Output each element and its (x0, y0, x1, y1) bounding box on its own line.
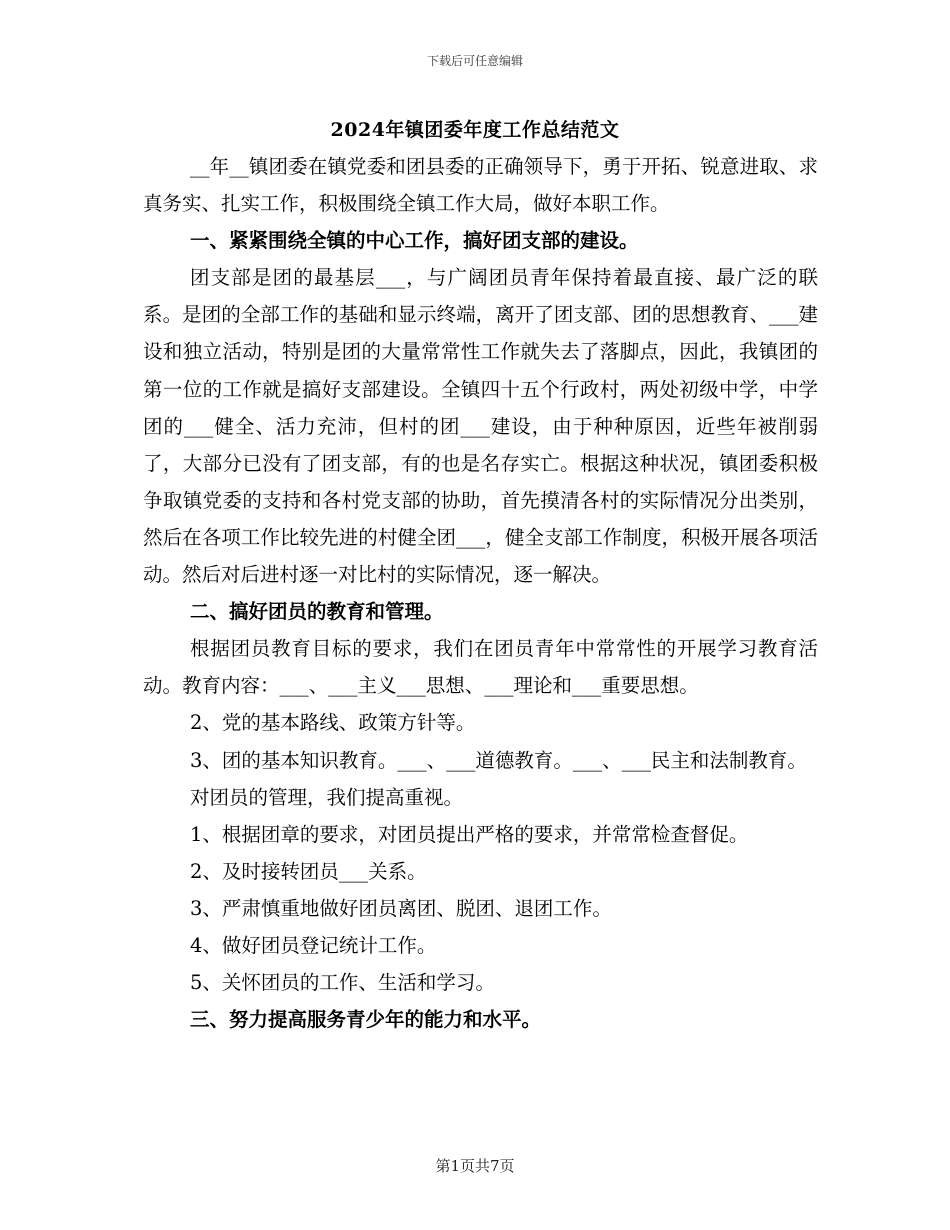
list-item-management-3: 3、严肃慎重地做好团员离团、脱团、退团工作。 (190, 896, 612, 920)
list-item-management-2: 2、及时接转团员___关系。 (190, 859, 427, 883)
page-number: 第1页共7页 (435, 1157, 515, 1175)
document-body (143, 148, 818, 1038)
page-header: 下载后可任意编辑 (426, 54, 523, 68)
list-item-party-line: 2、党的基本路线、政策方针等。 (190, 711, 476, 735)
list-item-management-1: 1、根据团章的要求，对团员提出严格的要求，并常常检查督促。 (190, 822, 749, 846)
section-heading-1: 一、紧紧围绕全镇的中心工作，搞好团支部的建设。 (190, 229, 639, 253)
section-heading-3: 三、努力提高服务青少年的能力和水平。 (190, 1008, 542, 1032)
document-title: 2024年镇团委年度工作总结范文 (330, 119, 620, 141)
paragraph-education-content: 根据团员教育目标的要求，我们在团员青年中常常性的开展学习教育活动。教育内容：___、___主义___思想、___理论和___重要思想。 (143, 637, 818, 698)
list-item-management-4: 4、做好团员登记统计工作。 (190, 933, 437, 957)
list-item-management-5: 5、关怀团员的工作、生活和学习。 (190, 971, 495, 995)
intro-paragraph: __年__镇团委在镇党委和团县委的正确领导下，勇于开拓、锐意进取、求真务实、扎实工作，积极围绕全镇工作大局，做好本职工作。 (143, 155, 818, 216)
paragraph-management-intro: 对团员的管理，我们提高重视。 (190, 785, 464, 809)
section-heading-2: 二、搞好团员的教育和管理。 (190, 600, 444, 624)
list-item-league-knowledge: 3、团的基本知识教育。___、___道德教育。___、___民主和法制教育。 (190, 748, 807, 772)
paragraph-branch-construction: 团支部是团的最基层___，与广阔团员青年保持着最直接、最广泛的联系。是团的全部工作的基础和显示终端，离开了团支部、团的思想教育、___建设和独立活动，特别是团的大量常常性工作就失去了落脚点，因此，我镇团的第一位的工作就是搞好支部建设。全镇四十五个行政村，两处初级中学，中学团的___健全、活力充沛，但村的团___建设，由于种种原因，近些年被削弱了，大部分已没有了团支部，有的也是名存实亡。根据这种状况，镇团委积极争取镇党委的支持和各村党支部的协助，首先摸清各村的实际情况分出类别，然后在各项工作比较先进的村健全团___，健全支部工作制度，积极开展各项活动。然后对后进村逐一对比村的实际情况，逐一解决。 (143, 266, 818, 587)
